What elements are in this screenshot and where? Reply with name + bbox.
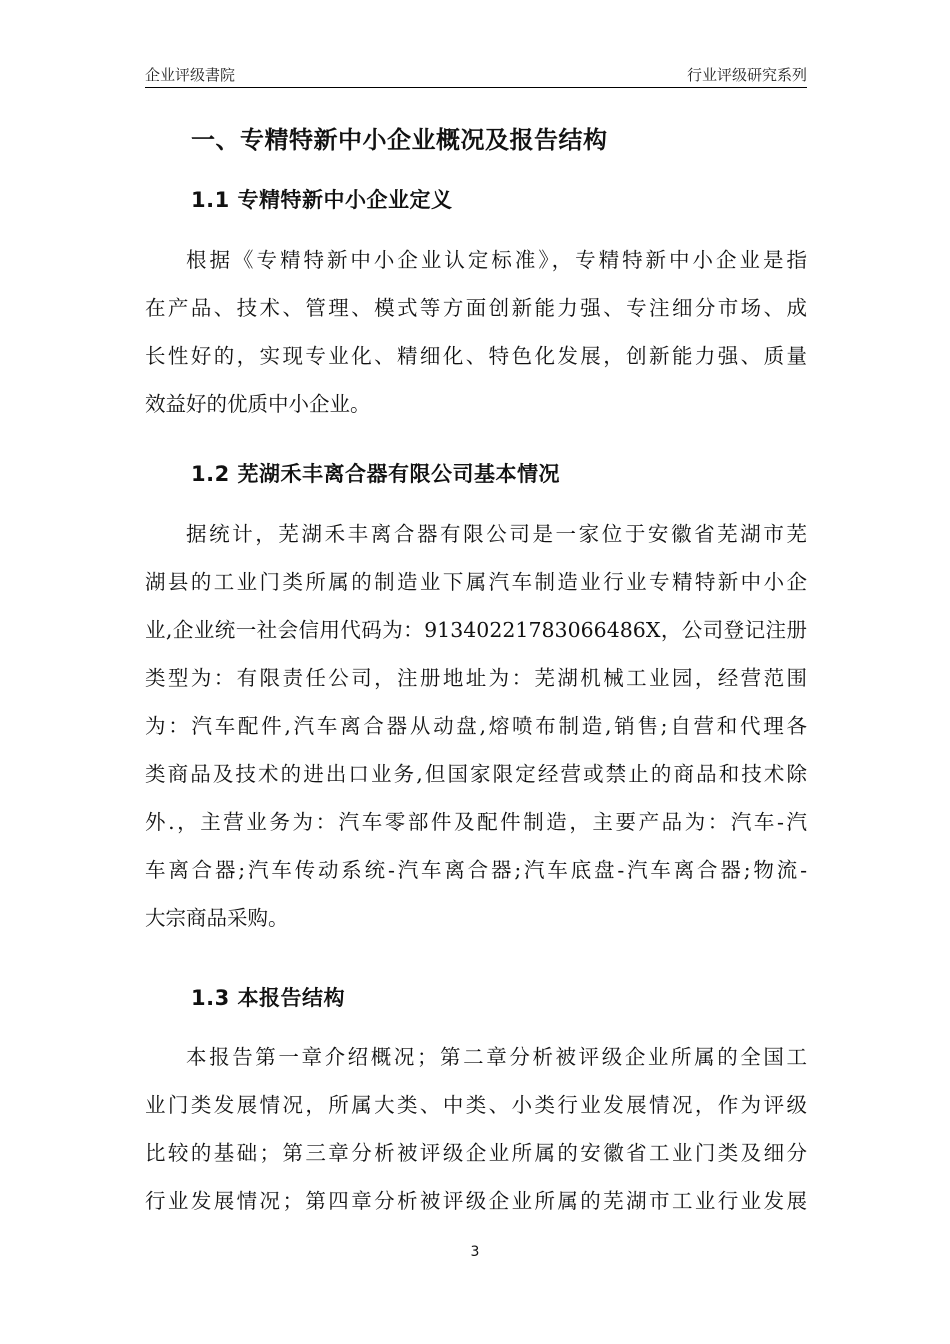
paragraph-line: 业,企业统一社会信用代码为：91340221783066486X，公司登记注册 [145,618,807,642]
section-heading: 1.1 专精特新中小企业定义 [191,188,453,212]
paragraph-line: 类型为：有限责任公司，注册地址为：芜湖机械工业园，经营范围 [145,666,807,690]
header-left-text: 企业评级書院 [145,66,236,84]
paragraph-line: 湖县的工业门类所属的制造业下属汽车制造业行业专精特新中小企 [145,570,807,594]
paragraph-line: 效益好的优质中小企业。 [145,392,371,416]
page-number: 3 [470,1244,480,1260]
chapter-title: 一、专精特新中小企业概况及报告结构 [191,126,608,154]
header-rule [145,87,807,88]
section-heading: 1.3 本报告结构 [191,986,346,1010]
page-header [145,64,807,88]
paragraph-line: 业门类发展情况，所属大类、中类、小类行业发展情况，作为评级 [145,1093,807,1117]
section-paragraph [145,236,807,428]
section-paragraph [145,510,807,942]
section-paragraph [145,1033,807,1225]
paragraph-line: 外.，主营业务为：汽车零部件及配件制造，主要产品为：汽车-汽 [145,810,807,834]
paragraph-line: 行业发展情况；第四章分析被评级企业所属的芜湖市工业行业发展 [145,1189,807,1213]
paragraph-line: 比较的基础；第三章分析被评级企业所属的安徽省工业门类及细分 [145,1141,807,1165]
header-right-text: 行业评级研究系列 [686,66,807,84]
section-heading: 1.2 芜湖禾丰离合器有限公司基本情况 [191,462,561,486]
paragraph-line: 长性好的，实现专业化、精细化、特色化发展，创新能力强、质量 [145,344,807,368]
paragraph-line: 根据《专精特新中小企业认定标准》，专精特新中小企业是指 [186,248,807,272]
paragraph-line: 类商品及技术的进出口业务,但国家限定经营或禁止的商品和技术除 [145,762,807,786]
paragraph-line: 据统计，芜湖禾丰离合器有限公司是一家位于安徽省芜湖市芜 [186,522,807,546]
paragraph-line: 车离合器;汽车传动系统-汽车离合器;汽车底盘-汽车离合器;物流- [145,858,807,882]
paragraph-line: 本报告第一章介绍概况；第二章分析被评级企业所属的全国工 [186,1045,807,1069]
paragraph-line: 为：汽车配件,汽车离合器从动盘,熔喷布制造,销售;自营和代理各 [145,714,807,738]
paragraph-line: 大宗商品采购。 [145,906,289,930]
paragraph-line: 在产品、技术、管理、模式等方面创新能力强、专注细分市场、成 [145,296,807,320]
